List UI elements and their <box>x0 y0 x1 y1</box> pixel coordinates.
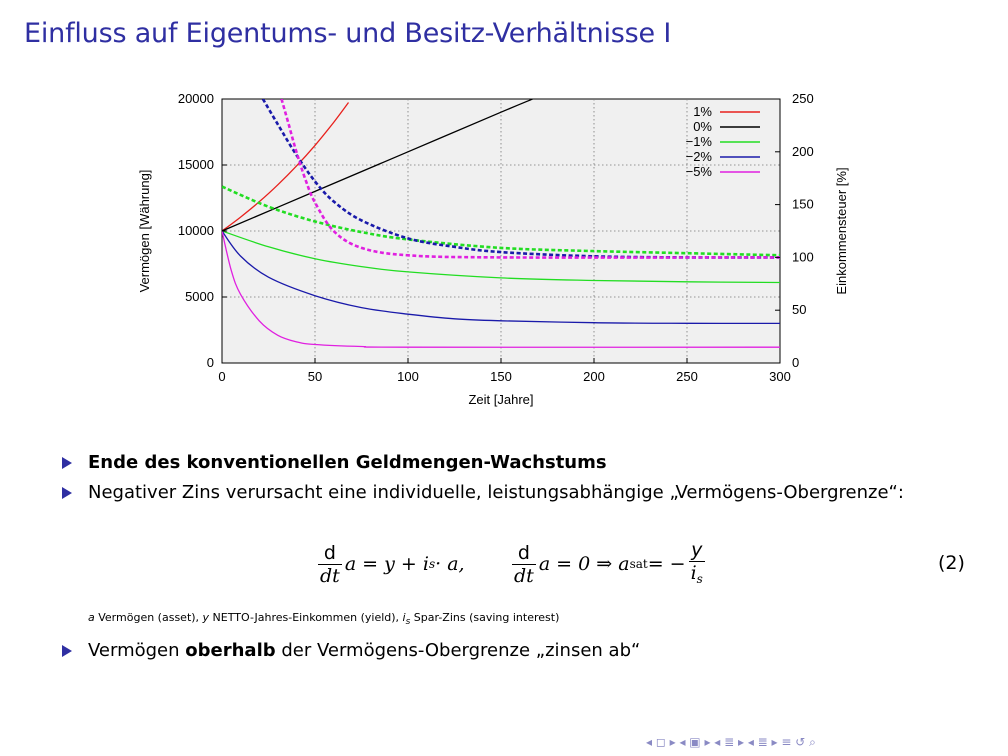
var-i: i <box>402 611 406 624</box>
dt-text: dt <box>320 564 340 587</box>
y2-axis-label: Einkommensteuer [%] <box>834 167 849 295</box>
y2-tick-label: 150 <box>792 196 814 212</box>
legend-label: −2% <box>685 149 712 164</box>
var-a: a <box>88 611 95 624</box>
fraction-numerator: y <box>691 538 703 561</box>
slide-title: Einfluss auf Eigentums- und Besitz-Verhältnisse I <box>24 18 672 49</box>
y-axis-label: Vermögen [Währung] <box>137 169 152 293</box>
bullet-text-post: der Vermögens-Obergrenze „zinsen ab“ <box>275 640 641 661</box>
chart-svg <box>130 86 870 416</box>
y-tick-label: 0 <box>206 355 214 370</box>
legend-label: 0% <box>693 119 712 134</box>
y2-tick-label: 0 <box>792 355 800 370</box>
subscript-s: s <box>428 557 436 571</box>
bullet-text: Negativer Zins verursacht eine individuelle, leistungsabhängige „Vermögens-Obergrenze“: <box>88 482 904 503</box>
legend-label: 1% <box>693 104 712 119</box>
derivative-fraction <box>318 542 342 587</box>
equation-lhs: a = 0 ⇒ a <box>538 553 630 575</box>
bullet-text: Ende des konventionellen Geldmengen-Wachstums <box>88 452 607 473</box>
bullet-triangle-icon <box>62 487 72 499</box>
equation <box>318 534 748 594</box>
y-tick-label: 15000 <box>177 157 214 172</box>
subscript-s: s <box>696 571 703 586</box>
beamer-navigation[interactable] <box>646 734 996 750</box>
legend-label: −5% <box>685 164 712 179</box>
bullet-text-bold: oberhalb <box>185 640 276 661</box>
equation-lhs: a = y + i <box>344 553 429 575</box>
derivative-fraction <box>512 542 536 587</box>
x-axis-label: Zeit [Jahre] <box>468 392 534 407</box>
y2-tick-label: 100 <box>792 249 814 265</box>
var-i-sub: s <box>405 617 411 627</box>
subscript-sat: sat <box>629 557 648 571</box>
y2-tick-label: 250 <box>792 91 814 106</box>
x-tick-label: 100 <box>397 369 419 384</box>
bullet-text-pre: Vermögen <box>88 640 186 661</box>
bullet-item <box>62 640 982 670</box>
x-tick-label: 200 <box>583 369 605 384</box>
variable-legend <box>88 611 559 627</box>
fraction-denominator <box>318 564 342 587</box>
x-tick-label: 50 <box>307 369 323 384</box>
var-a-desc: Vermögen (asset), <box>94 611 203 624</box>
fraction-denominator <box>689 561 705 590</box>
navigation-symbols-icon[interactable]: ◂ ◻ ▸ ◂ ▣ ▸ ◂ ≣ ▸ ◂ ≣ ▸ ≡ ↺ ⌕ <box>646 734 816 749</box>
chart <box>130 86 870 416</box>
bullet-triangle-icon <box>62 645 72 657</box>
x-tick-label: 0 <box>218 369 226 384</box>
bullet-item <box>62 452 982 482</box>
var-y: y <box>202 611 210 624</box>
y-tick-label: 10000 <box>177 223 214 238</box>
x-tick-label: 250 <box>676 369 698 384</box>
equation-number: (2) <box>938 552 965 574</box>
fraction-numerator: d <box>517 541 530 564</box>
var-i-desc: Spar-Zins (saving interest) <box>410 611 560 624</box>
bullet-list-2 <box>62 640 982 670</box>
y-tick-label: 5000 <box>185 289 214 304</box>
equation-rhs: · a, <box>435 553 465 575</box>
ratio-fraction <box>689 539 705 590</box>
x-tick-label: 150 <box>490 369 512 384</box>
legend-label: −1% <box>685 134 712 149</box>
dt-text: dt <box>514 564 534 587</box>
i-text: i <box>690 561 697 584</box>
equals-minus: = − <box>647 553 686 575</box>
bullet-triangle-icon <box>62 457 72 469</box>
fraction-denominator <box>512 564 536 587</box>
y-tick-label: 20000 <box>177 91 214 106</box>
bullet-list <box>62 452 982 512</box>
bullet-item <box>62 482 982 512</box>
x-tick-label: 300 <box>769 369 791 384</box>
equation-part-2 <box>512 534 708 594</box>
var-y-desc: NETTO-Jahres-Einkommen (yield), <box>209 611 403 624</box>
fraction-numerator: d <box>323 541 336 564</box>
equation-part-1 <box>318 534 465 594</box>
y2-tick-label: 50 <box>792 302 807 318</box>
y2-tick-label: 200 <box>792 143 814 159</box>
